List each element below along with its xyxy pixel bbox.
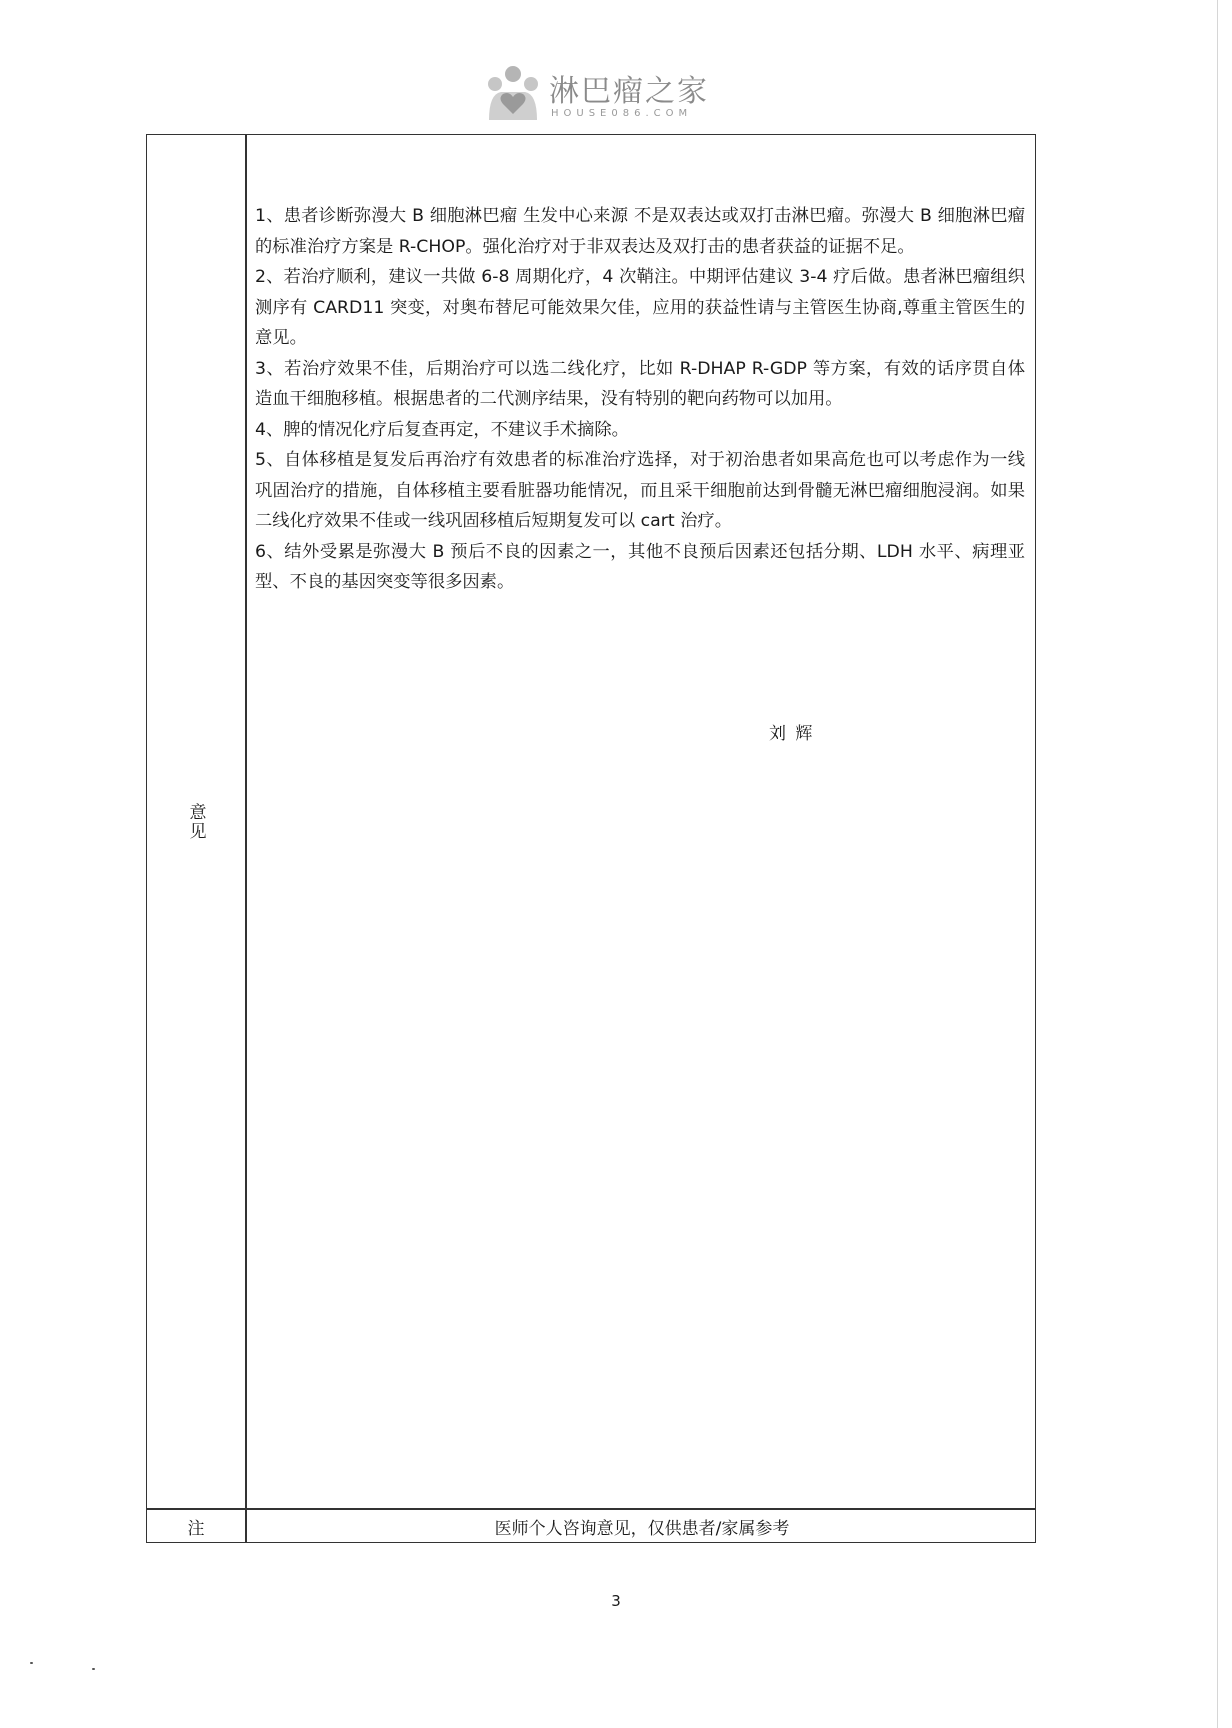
scan-speck [30,1662,33,1664]
opinion-paragraph-5: 5、自体移植是复发后再治疗有效患者的标准治疗选择，对于初治患者如果高危也可以考虑作为一线巩固治疗的措施，自体移植主要看脏器功能情况，而且采干细胞前达到骨髓无淋巴瘤细胞浸润。如果二线化疗效果不佳或一线巩固移植后短期复发可以 cart 治疗。 [255,450,1025,531]
opinion-paragraph-6: 6、结外受累是弥漫大 B 预后不良的因素之一，其他不良预后因素还包括分期、LDH 水平、病理亚型、不良的基因突变等很多因素。 [255,541,1025,592]
watermark-title: 淋巴瘤之家 [549,74,709,109]
opinion-label: 意见 [185,802,206,841]
page-number: 3 [611,1592,621,1610]
opinion-paragraph-1: 1、患者诊断弥漫大 B 细胞淋巴瘤 生发中心来源 不是双表达或双打击淋巴瘤。弥漫大 B 细胞淋巴瘤的标准治疗方案是 R-CHOP。强化治疗对于非双表达及双打击的患者获益的证据不足。 [255,206,1025,257]
watermark-domain: HOUSE086.COM [551,108,693,119]
opinion-form [146,134,1036,1543]
column-divider [245,135,247,1542]
family-heart-icon [483,64,543,122]
opinion-paragraph-3: 3、若治疗效果不佳，后期治疗可以选二线化疗，比如 R-DHAP R-GDP 等方案，有效的话序贯自体造血干细胞移植。根据患者的二代测序结果，没有特别的靶向药物可以加用。 [255,358,1025,409]
scan-speck [92,1668,95,1670]
scan-edge [1217,0,1218,1728]
opinion-content [255,201,1025,598]
note-label: 注 [187,1518,205,1539]
doctor-signature: 刘 辉 [769,724,815,744]
opinion-paragraph-4: 4、脾的情况化疗后复查再定，不建议手术摘除。 [255,419,629,440]
opinion-paragraph-2: 2、若治疗顺利，建议一共做 6-8 周期化疗，4 次鞘注。中期评估建议 3-4 疗后做。患者淋巴瘤组织测序有 CARD11 突变，对奥布替尼可能效果欠佳，应用的获益性请与主管医生协商,尊重主管医生的意见。 [255,267,1025,348]
watermark-logo [483,62,713,124]
opinion-label-cell [147,135,245,1508]
note-text: 医师个人咨询意见，仅供患者/家属参考 [494,1518,790,1539]
